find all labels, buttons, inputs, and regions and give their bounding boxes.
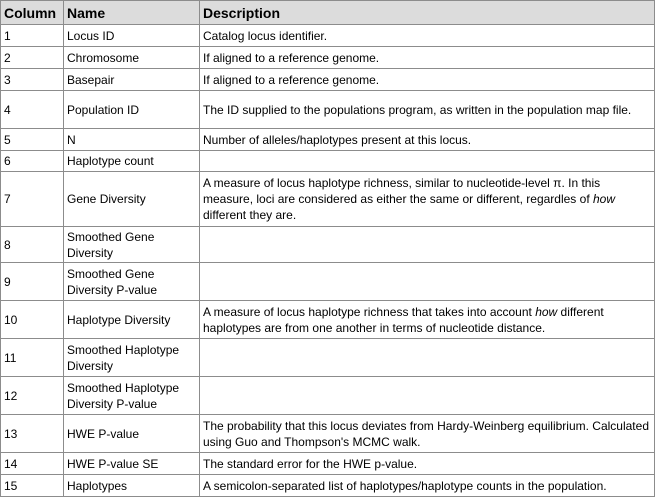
emphasis-text: how: [592, 192, 615, 206]
cell-name: Population ID: [64, 91, 200, 129]
cell-name: Chromosome: [64, 47, 200, 69]
table-row: [1, 301, 655, 339]
cell-name: Smoothed Gene Diversity P-value: [64, 263, 200, 301]
table-row: [1, 415, 655, 453]
cell-description: [200, 301, 655, 339]
table-row: [1, 263, 655, 301]
cell-column-number: 12: [1, 377, 64, 415]
table-row: [1, 475, 655, 497]
table-row: [1, 339, 655, 377]
emphasis-text: how: [535, 304, 558, 319]
cell-column-number: 5: [1, 129, 64, 151]
cell-name: Gene Diversity: [64, 172, 200, 227]
header-column: Column: [1, 1, 64, 25]
cell-name: Haplotypes: [64, 475, 200, 497]
cell-description: If aligned to a reference genome.: [200, 69, 655, 91]
table-row: [1, 91, 655, 129]
table-row: [1, 47, 655, 69]
cell-description: Number of alleles/haplotypes present at this locus.: [200, 129, 655, 151]
cell-name: Haplotype Diversity: [64, 301, 200, 339]
header-name: Name: [64, 1, 200, 25]
description-text: A measure of locus haplotype richness, similar to nucleotide-level π. In this measure, loci are considered as either the same or different, regardles of: [203, 176, 601, 206]
cell-description: The probability that this locus deviates from Hardy-Weinberg equilibrium. Calculated using Guo and Thompson's MCMC walk.: [200, 415, 655, 453]
cell-column-number: 10: [1, 301, 64, 339]
cell-column-number: 6: [1, 151, 64, 172]
cell-column-number: 14: [1, 453, 64, 475]
cell-name: HWE P-value SE: [64, 453, 200, 475]
table-row: [1, 151, 655, 172]
cell-description: Catalog locus identifier.: [200, 25, 655, 47]
header-description: Description: [200, 1, 655, 25]
table-header-row: [1, 1, 655, 25]
cell-column-number: 7: [1, 172, 64, 227]
cell-name: Locus ID: [64, 25, 200, 47]
cell-name: N: [64, 129, 200, 151]
description-text: different they are.: [203, 208, 297, 222]
cell-column-number: 1: [1, 25, 64, 47]
cell-name: Haplotype count: [64, 151, 200, 172]
cell-name: Basepair: [64, 69, 200, 91]
cell-column-number: 15: [1, 475, 64, 497]
cell-column-number: 4: [1, 91, 64, 129]
cell-column-number: 2: [1, 47, 64, 69]
cell-description: If aligned to a reference genome.: [200, 47, 655, 69]
cell-description: [200, 172, 655, 227]
cell-name: Smoothed Haplotype Diversity P-value: [64, 377, 200, 415]
table-row: [1, 227, 655, 263]
table-row: [1, 129, 655, 151]
cell-column-number: 9: [1, 263, 64, 301]
table-row: [1, 172, 655, 227]
table-row: [1, 25, 655, 47]
cell-description: The standard error for the HWE p-value.: [200, 453, 655, 475]
table-row: [1, 453, 655, 475]
cell-description: [200, 339, 655, 377]
cell-column-number: 3: [1, 69, 64, 91]
cell-description: [200, 227, 655, 263]
table-row: [1, 69, 655, 91]
cell-name: HWE P-value: [64, 415, 200, 453]
cell-column-number: 13: [1, 415, 64, 453]
cell-column-number: 11: [1, 339, 64, 377]
cell-name: Smoothed Haplotype Diversity: [64, 339, 200, 377]
cell-column-number: 8: [1, 227, 64, 263]
cell-description: [200, 263, 655, 301]
cell-description: A semicolon-separated list of haplotypes/haplotype counts in the population.: [200, 475, 655, 497]
description-text: A measure of locus haplotype richness that takes into account: [203, 304, 536, 319]
cell-name: Smoothed Gene Diversity: [64, 227, 200, 263]
cell-description: [200, 151, 655, 172]
cell-description: The ID supplied to the populations program, as written in the population map file.: [200, 91, 655, 129]
table-row: [1, 377, 655, 415]
description-text: different haplotypes are from one another in terms of nucleotide distance.: [203, 304, 604, 335]
cell-description: [200, 377, 655, 415]
